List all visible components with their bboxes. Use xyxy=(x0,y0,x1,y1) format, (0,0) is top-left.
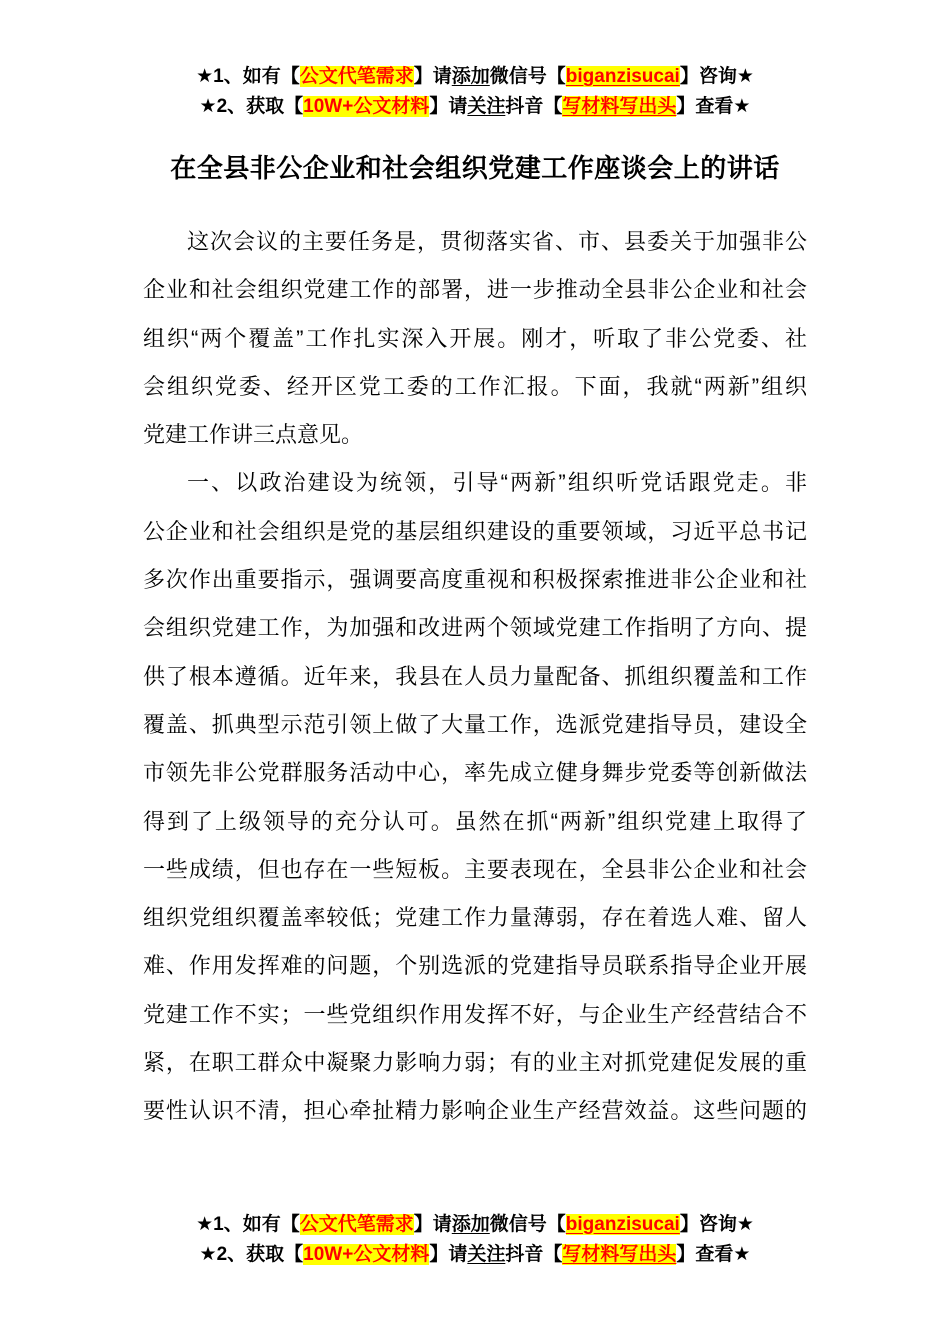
text-line: 难、作用发挥难的问题，个别选派的党建指导员联系指导企业开展 xyxy=(143,953,807,979)
promo-line xyxy=(143,92,807,122)
promo-text: 】查看★ xyxy=(676,1243,751,1265)
promo-text: ★1、如有【 xyxy=(196,1213,300,1235)
promo-text: 抖音【 xyxy=(505,1243,563,1265)
promo-text: 】咨询★ xyxy=(679,1213,754,1235)
text-line: 这次会议的主要任务是，贯彻落实省、市、县委关于加强非公 xyxy=(187,229,807,254)
promo-line xyxy=(143,1210,807,1240)
text-line: 供了根本遵循。近年来，我县在人员力量配备、抓组织覆盖和工作 xyxy=(143,663,807,689)
text-line: 要性认识不清，担心牵扯精力影响企业生产经营效益。这些问题的 xyxy=(143,1098,807,1124)
promo-text: 微信号【 xyxy=(489,1213,566,1235)
promo-footer xyxy=(143,1210,807,1270)
text-line: 企业和社会组织党建工作的部署，进一步推动全县非公企业和社会 xyxy=(143,277,807,303)
promo-underlined-text: 添加 xyxy=(451,66,490,87)
promo-text: ★2、获取【 xyxy=(199,1243,304,1265)
text-line: 公企业和社会组织是党的基层组织建设的重要领域，习近平总书记 xyxy=(143,518,807,544)
promo-highlight-text: 10W+公文材料 xyxy=(303,1243,430,1265)
promo-underlined-text: 关注 xyxy=(467,1243,506,1265)
paragraph xyxy=(143,218,807,459)
promo-highlight-text: 公文代笔需求 xyxy=(299,66,414,87)
promo-highlight-text: 写材料写出头 xyxy=(562,96,677,117)
promo-text: 】请 xyxy=(413,1213,452,1235)
promo-text: 微信号【 xyxy=(489,66,566,87)
text-line: 得到了上级领导的充分认可。虽然在抓“两新”组织党建上取得了 xyxy=(143,808,807,834)
promo-text: ★1、如有【 xyxy=(196,66,300,87)
text-line: 紧，在职工群众中凝聚力影响力弱；有的业主对抓党建促发展的重 xyxy=(143,1050,807,1076)
promo-text: 抖音【 xyxy=(505,96,563,117)
text-line: 市领先非公党群服务活动中心，率先成立健身舞步党委等创新做法 xyxy=(143,760,807,786)
promo-underlined-text: 关注 xyxy=(467,96,506,117)
text-line: 会组织党委、经开区党工委的工作汇报。下面，我就“两新”组织 xyxy=(143,373,807,399)
promo-highlight-text: 公文代笔需求 xyxy=(299,1213,414,1235)
promo-text: 】请 xyxy=(413,66,452,87)
promo-header xyxy=(143,62,807,122)
text-line: 组织党组织覆盖率较低；党建工作力量薄弱，存在着选人难、留人 xyxy=(143,905,807,931)
promo-text: 】咨询★ xyxy=(679,66,754,87)
text-line: 组织“两个覆盖”工作扎实深入开展。刚才，听取了非公党委、社 xyxy=(143,325,807,351)
promo-underlined-text: 添加 xyxy=(451,1213,490,1235)
promo-text: ★2、获取【 xyxy=(199,96,304,117)
document-body xyxy=(143,218,807,1136)
document-title: 在全县非公企业和社会组织党建工作座谈会上的讲话 xyxy=(170,153,780,183)
text-line: 一、以政治建设为统领，引导“两新”组织听党话跟党走。非 xyxy=(187,470,807,496)
promo-highlight-text: 写材料写出头 xyxy=(562,1243,677,1265)
promo-highlight-text: 10W+公文材料 xyxy=(303,96,430,117)
promo-line xyxy=(143,1240,807,1270)
promo-line xyxy=(143,62,807,92)
promo-text: 】查看★ xyxy=(676,96,751,117)
text-line: 覆盖、抓典型示范引领上做了大量工作，选派党建指导员，建设全 xyxy=(143,711,807,737)
promo-text: 】请 xyxy=(429,96,468,117)
promo-highlight-text: biganzisucai xyxy=(565,1213,680,1235)
text-line: 多次作出重要指示，强调要高度重视和积极探索推进非公企业和社 xyxy=(143,567,807,593)
text-line: 一些成绩，但也存在一些短板。主要表现在，全县非公企业和社会 xyxy=(143,856,807,882)
paragraph xyxy=(143,459,807,1135)
text-line: 会组织党建工作，为加强和改进两个领域党建工作指明了方向、提 xyxy=(143,615,807,641)
text-line: 党建工作不实；一些党组织作用发挥不好，与企业生产经营结合不 xyxy=(143,1001,807,1027)
promo-text: 】请 xyxy=(429,1243,468,1265)
text-line: 党建工作讲三点意见。 xyxy=(143,422,364,448)
promo-highlight-text: biganzisucai xyxy=(565,66,680,87)
